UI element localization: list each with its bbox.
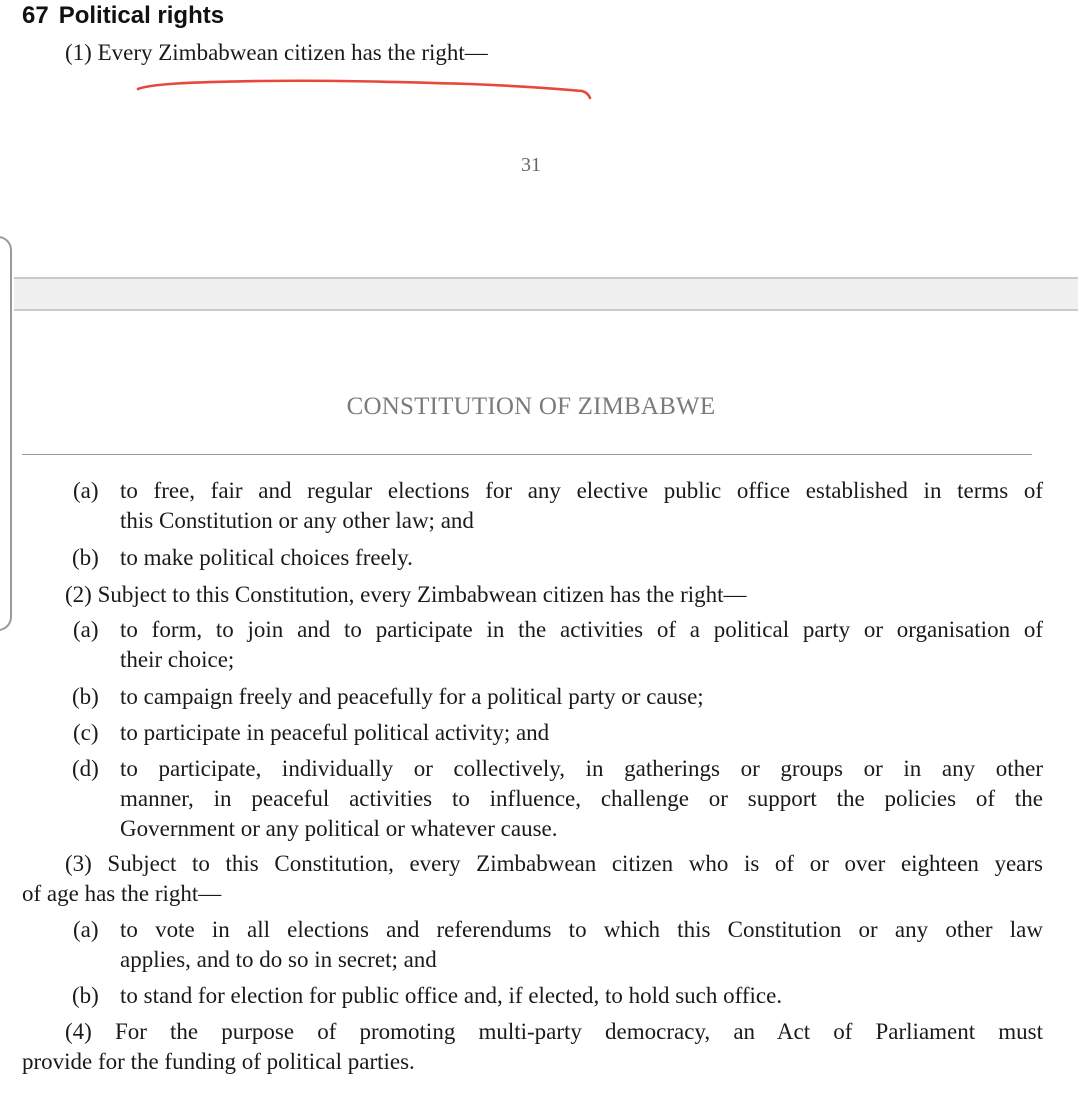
header-rule [22,454,1032,455]
section-heading [22,1,224,31]
clause-2d-line-1: to participate, individually or collectively, in gatherings or groups or in any other [120,756,1043,781]
clause-2b-line-1: to campaign freely and peacefully for a political party or cause; [120,684,704,709]
page-number: 31 [521,154,541,176]
clause-1a-marker: (a) [73,478,99,503]
clause-2b-marker: (b) [72,684,99,709]
clause-2d-line-2: manner, in peaceful activities to influence, challenge or support the policies of the [120,786,1043,811]
clause-1a-line-2: this Constitution or any other law; and [120,508,474,533]
clause-2a-line-1: to form, to join and to participate in the activities of a political party or organisation of [120,617,1043,642]
clause-2a-line-2: their choice; [120,647,235,672]
running-header: CONSTITUTION OF ZIMBABWE [346,393,716,420]
clause-3-lead-line-1: (3) Subject to this Constitution, every Zimbabwean citizen who is of or over eighteen years [65,851,1043,876]
section-title: Political rights [58,2,225,29]
clause-2d-marker: (d) [72,756,99,781]
clause-2c-marker: (c) [73,720,99,745]
clause-2-lead: (2) Subject to this Constitution, every Zimbabwean citizen has the right— [65,582,747,607]
clause-1a-line-1: to free, fair and regular elections for any elective public office established in terms of [120,478,1043,503]
clause-3a-line-2: applies, and to do so in secret; and [120,947,437,972]
clause-1-lead: (1) Every Zimbabwean citizen has the right— [65,40,488,65]
clause-2a-marker: (a) [73,617,99,642]
clause-3a-line-1: to vote in all elections and referendums to which this Constitution or any other law [120,917,1043,942]
section-number: 67 [22,2,49,29]
clause-3-lead-line-2: of age has the right— [22,881,222,906]
viewer-frame-edge [0,236,12,631]
clause-4-line-2: provide for the funding of political parties. [22,1049,415,1074]
clause-2c-line-1: to participate in peaceful political activity; and [120,720,550,745]
underline-stroke [138,81,590,98]
clause-3a-marker: (a) [73,917,99,942]
clause-3b-line-1: to stand for election for public office and, if elected, to hold such office. [120,983,783,1008]
clause-1b-marker: (b) [72,545,99,570]
clause-4-line-1: (4) For the purpose of promoting multi-party democracy, an Act of Parliament must [65,1019,1043,1044]
page-separator [14,277,1078,311]
clause-3b-marker: (b) [72,983,99,1008]
clause-2d-line-3: Government or any political or whatever cause. [120,816,558,841]
clause-1b-line-1: to make political choices freely. [120,545,413,570]
